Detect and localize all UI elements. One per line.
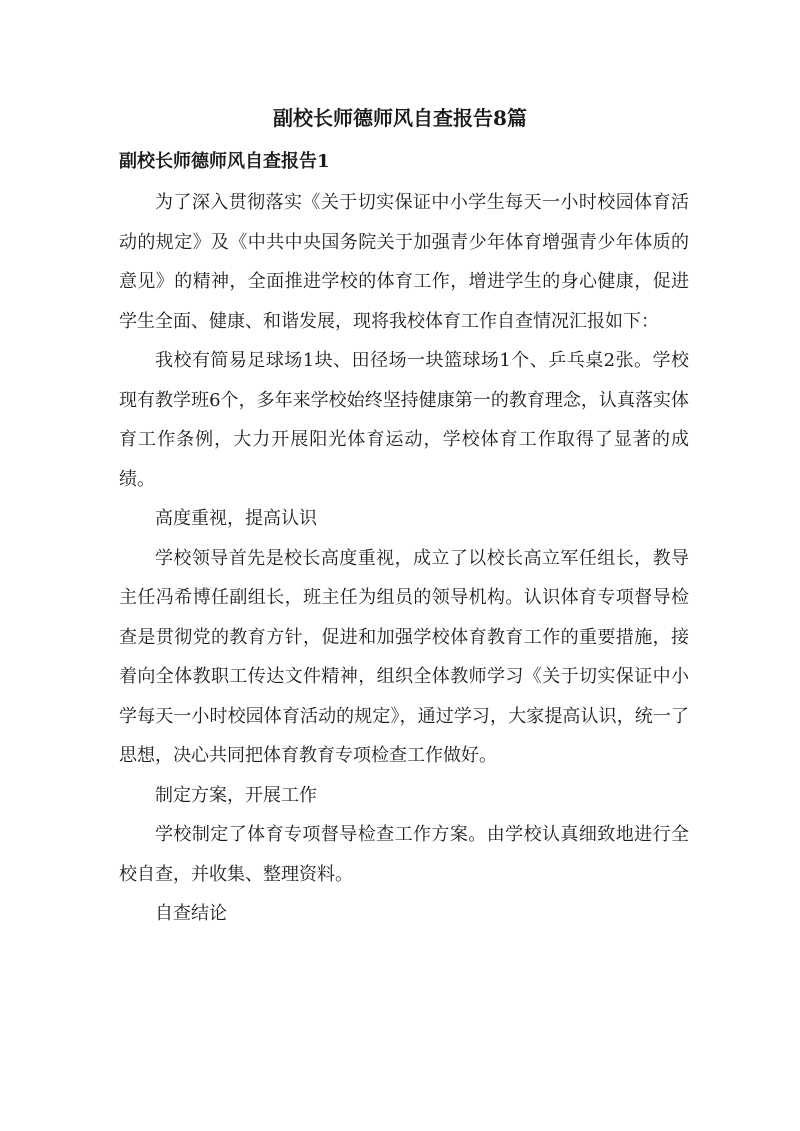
- document-body: [119, 183, 689, 934]
- paragraph-intro: 为了深入贯彻落实《关于切实保证中小学生每天一小时校园体育活动的规定》及《中共中央国务院关于加强青少年体育增强青少年体质的意见》的精神，全面推进学校的体育工作，增进学生的身心健康，促进学生全面、健康、和谐发展，现将我校体育工作自查情况汇报如下：: [119, 192, 689, 332]
- section-heading: 副校长师德师风自查报告1: [119, 151, 330, 172]
- subheading-attention: 高度重视，提高认识: [155, 508, 317, 529]
- paragraph-plan: 学校制定了体育专项督导检查工作方案。由学校认真细致地进行全校自查，并收集、整理资料。: [119, 824, 689, 885]
- paragraph-leadership: 学校领导首先是校长高度重视，成立了以校长高立军任组长，教导主任冯希博任副组长，班主任为组员的领导机构。认识体育专项督导检查是贯彻党的教育方针，促进和加强学校体育教育工作的重要措施，接着向全体教职工传达文件精神，组织全体教师学习《关于切实保证中小学每天一小时校园体育活动的规定》，通过学习，大家提高认识，统一了思想，决心共同把体育教育专项检查工作做好。: [119, 547, 689, 766]
- subheading-conclusion: 自查结论: [155, 903, 227, 924]
- subheading-plan: 制定方案，开展工作: [155, 784, 317, 806]
- document-title: 副校长师德师风自查报告8篇: [273, 106, 527, 130]
- paragraph-facilities: 我校有简易足球场1块、田径场一块篮球场1个、乒乓桌2张。学校现有教学班6个，多年来学校始终坚持健康第一的教育理念，认真落实体育工作条例，大力开展阳光体育运动，学校体育工作取得了显著的成绩。: [119, 350, 689, 490]
